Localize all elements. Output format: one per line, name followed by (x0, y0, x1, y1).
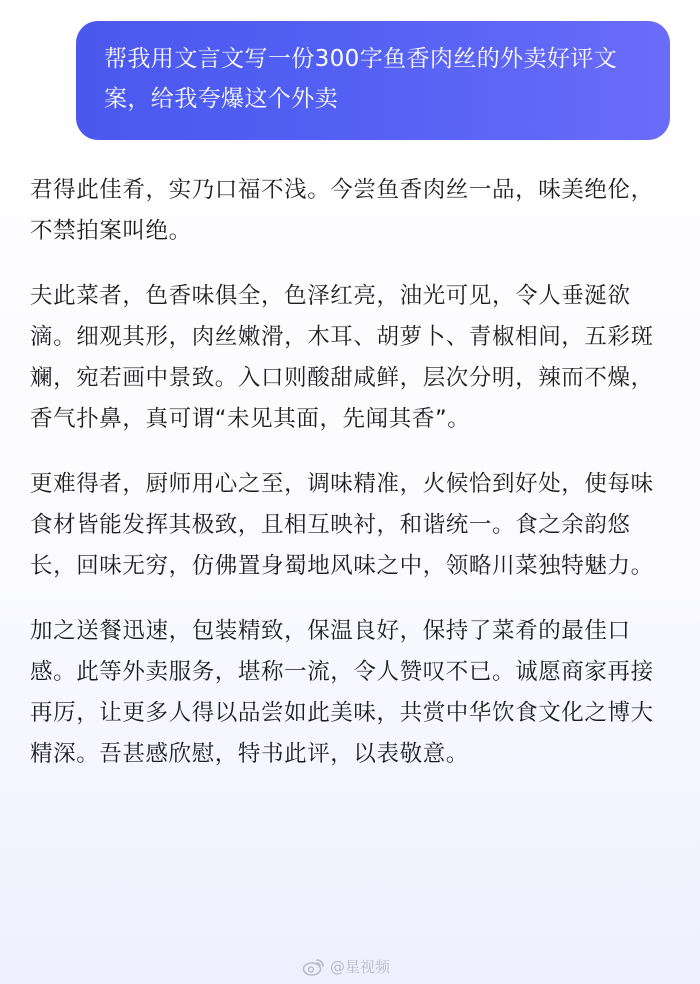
reply-paragraph-2: 夫此菜者，色香味俱全，色泽红亮，油光可见，令人垂涎欲滴。细观其形，肉丝嫩滑，木耳、胡萝卜、青椒相间，五彩斑斓，宛若画中景致。入口则酸甜咸鲜，层次分明，辣而不燥，香气扑鼻，真可谓“未见其面，先闻其香”。 (30, 283, 654, 432)
reply-paragraph-4: 加之送餐迅速，包装精致，保温良好，保持了菜肴的最佳口感。此等外卖服务，堪称一流，令人赞叹不已。诚愿商家再接再厉，让更多人得以品尝如此美味，共赏中华饮食文化之博大精深。吾甚感欣慰，特书此评，以表敬意。 (30, 618, 654, 767)
reply-paragraph-3: 更难得者，厨师用心之至，调味精准，火候恰到好处，使每味食材皆能发挥其极致，且相互映衬，和谐统一。食之余韵悠长，回味无穷，仿佛置身蜀地风味之中，领略川菜独特魅力。 (30, 471, 654, 579)
weibo-icon (302, 957, 326, 977)
user-message-bubble (76, 21, 670, 140)
watermark-text: @星视频 (330, 958, 391, 976)
assistant-reply (30, 170, 662, 799)
reply-paragraph-1: 君得此佳肴，实乃口福不浅。今尝鱼香肉丝一品，味美绝伦，不禁拍案叫绝。 (30, 177, 654, 244)
user-message-text: 帮我用文言文写一份300字鱼香肉丝的外卖好评文案，给我夸爆这个外卖 (104, 46, 618, 112)
watermark (302, 956, 390, 977)
